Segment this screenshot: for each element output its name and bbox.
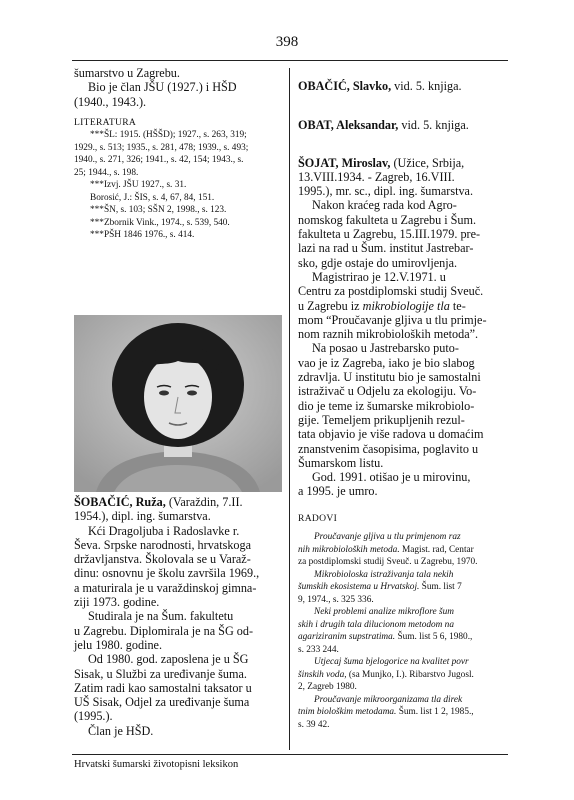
publication-title: skih i drugih tala dilucionom metodom na (298, 619, 454, 630)
publication-detail: Šum. list 5 6, 1980., (395, 632, 473, 643)
entry-name: ŠOBAČIĆ, Ruža, (74, 495, 166, 509)
publication-detail: za postdiplomski studij Sveuč. u Zagrebu, 1970. (298, 557, 478, 568)
sobacic-entry (74, 495, 282, 738)
publication-line (298, 681, 508, 694)
text-line: 1995.), mr. sc., dipl. ing. šumarstva. (298, 184, 474, 199)
text-line: u Zagrebu iz (298, 298, 360, 313)
bottom-rule (72, 754, 508, 755)
text-line: (1995.). (74, 709, 113, 724)
text-line: Bio je član JŠU (1927.) i HŠD (88, 80, 237, 95)
literatura-heading: LITERATURA (74, 116, 137, 128)
text-line: (Varaždin, 7.II. (168, 495, 243, 509)
publication-detail: s. 39 42. (298, 719, 330, 730)
text-line: dinu: osnovnu je školu završila 1969., (74, 566, 260, 581)
text-line: a 1995. je umro. (298, 484, 378, 499)
publication-title: Proučavanje gljiva u tlu primjenom raz (314, 532, 461, 543)
text-line: u Zagrebu. Diplomirala je na ŠG od- (74, 623, 254, 638)
text-line: ziji 1973. godine. (74, 595, 160, 610)
text-line: Sisak, u Službi za uređivanje šuma. (74, 666, 247, 681)
publication-title: Neki problemi analize mikroflore šum (314, 607, 454, 618)
publication-line (298, 606, 508, 619)
entry-name: ŠOJAT, Miroslav, (298, 155, 391, 170)
obacic-entry (298, 79, 508, 93)
publication-detail: 2, Zagreb 1980. (298, 682, 357, 693)
text-line: gije. Temeljem prikupljenih rezul- (298, 412, 465, 427)
text-line: zdravlja. U institutu bio je samostalni (298, 370, 481, 385)
text-line: fakulteta u Zagrebu, 15.III.1979. pre- (298, 227, 481, 242)
text-line: a maturirala je u varaždinskoj gimna- (74, 580, 257, 595)
text-line: Na posao u Jastrebarsko puto- (312, 341, 459, 356)
publication-line (298, 644, 508, 657)
reference-line: Borosić, J.: ŠIS, s. 4, 67, 84, 151. (90, 192, 215, 203)
publication-line (298, 569, 508, 582)
radovi-list (298, 531, 508, 731)
publication-line (298, 694, 508, 707)
publication-line (298, 656, 508, 669)
text-line: Zatim radi kao samostalni taksator u (74, 680, 252, 695)
publication-title: agariziranim supstratima. (298, 632, 396, 643)
text-line: Kći Dragoljuba i Radoslavke r. (88, 523, 240, 538)
left-top-entry (74, 66, 282, 242)
text-line: vid. 5. knjiga. (398, 118, 469, 133)
text-line: Centru za postdiplomski studij Sveuč. (298, 284, 484, 299)
text-line: God. 1991. otišao je u mirovinu, (312, 470, 471, 485)
radovi-heading: RADOVI (298, 512, 338, 524)
reference-line: ***ŠL: 1915. (HŠŠD); 1927., s. 263, 319; (90, 130, 247, 141)
publication-line (298, 556, 508, 569)
publication-line (298, 706, 508, 719)
text-line: 13.VIII.1934. - Zagreb, 16.VIII. (298, 169, 455, 184)
publication-detail: Šum. list 1 2, 1985., (396, 707, 474, 718)
publication-line (298, 581, 508, 594)
publication-detail: 9, 1974., s. 325 336. (298, 594, 374, 605)
reference-line: ***PŠH 1846 1976., s. 414. (90, 230, 195, 241)
text-line: nom raznih mikrobioloških metoda”. (298, 327, 479, 342)
footer-title: Hrvatski šumarski životopisni leksikon (74, 759, 239, 770)
text-line: Nakon kraćeg rada kod Agro- (312, 198, 457, 213)
publication-line (298, 631, 508, 644)
top-rule (72, 60, 508, 61)
reference-line: 25; 1944., s. 198. (74, 167, 139, 178)
publication-line (298, 669, 508, 682)
text-line: sko, gdje ostaje do umirovljenja. (298, 255, 458, 270)
publication-title: šumskih ekosistema u Hrvatskoj. (298, 582, 420, 593)
text-line: državljanstva. Školovala se u Varaž- (74, 552, 251, 567)
text-line: 1954.), dipl. ing. šumarstva. (74, 509, 211, 524)
reference-line: 1940., s. 271, 326; 1941., s. 42, 154; 1943., s. (74, 155, 244, 166)
portrait-photo (74, 315, 282, 492)
publication-title: Proučavanje mikroorganizama tla direk (314, 694, 463, 705)
text-line: znanstvenim časopisima, poglavito u (298, 441, 479, 456)
text-line: (1940., 1943.). (74, 94, 147, 109)
text-line: (Užice, Srbija, (390, 155, 465, 170)
text-line: Magistrirao je 12.V.1971. u (312, 269, 446, 284)
text-line: vao je iz Zagreba, iako je bio slabog (298, 355, 475, 370)
text-line: dio je teme iz šumarske mikrobiolo- (298, 398, 475, 413)
text-line: Od 1980. god. zaposlena je u ŠG (88, 652, 249, 667)
obat-entry (298, 118, 508, 132)
publication-detail: (sa Munjko, I.). Ribarstvo Jugosl. (346, 669, 474, 680)
publication-detail: Magist. rad, Centar (399, 544, 474, 555)
entry-name: OBAT, Aleksandar, (298, 118, 399, 133)
text-line: istraživač u Odjelu za ekologiju. Vo- (298, 384, 477, 399)
publication-title: šinskih voda, (298, 669, 347, 680)
text-line: Ševa. Srpske narodnosti, hrvatskoga (74, 537, 252, 552)
text-line: mom “Proučavanje gljiva u tlu primjе- (298, 312, 487, 327)
publication-detail: Šum. list 7 (419, 582, 462, 593)
reference-line: 1929., s. 513; 1935., s. 281, 478; 1939., s. 493; (74, 142, 249, 153)
italic-term: mikrobiologije tla (362, 298, 450, 313)
text-line: vid. 5. knjiga. (391, 79, 462, 93)
publication-title: tnim biološkim metodama. (298, 707, 397, 718)
reference-line: ***Zbornik Vink., 1974., s. 539, 540. (90, 217, 230, 228)
text-line: lazi na rad u Šum. institut Jastrebar- (298, 241, 474, 256)
reference-line: ***ŠN, s. 103; SŠN 2, 1998., s. 123. (90, 205, 227, 216)
text-line: šumarstvo u Zagrebu. (74, 66, 180, 80)
publication-title: Mikrobioloska istraživanja tala nekih (314, 569, 454, 580)
page-number: 398 (275, 34, 299, 50)
publication-line (298, 619, 508, 632)
text-line: Studirala je na Šum. fakultetu (88, 609, 234, 624)
publication-title: Utjecaj šuma bjelogorice na kvalitet povr (314, 657, 469, 668)
text-line: jelu 1980. godine. (74, 637, 163, 652)
text-line: nomskog fakulteta u Zagrebu i Šum. (298, 212, 477, 227)
publication-line (298, 594, 508, 607)
text-line: Šumarskom listu. (298, 455, 384, 470)
publication-detail: s. 233 244. (298, 644, 339, 655)
publication-line (298, 544, 508, 557)
text-line: Član je HŠD. (88, 723, 154, 738)
publication-title: nih mikrobioloških metoda. (298, 544, 400, 555)
right-column (298, 79, 508, 731)
text-line: UŠ Sisak, Odjel za uređivanje šuma (74, 695, 250, 710)
publication-line (298, 531, 508, 544)
reference-line: ***Izvj. JŠU 1927., s. 31. (90, 180, 187, 191)
entry-name: OBAČIĆ, Slavko, (298, 79, 392, 93)
column-rule (289, 68, 290, 750)
text-line: tata objavio je više radova u domaćim (298, 427, 484, 442)
text-line: te- (449, 298, 466, 313)
publication-line (298, 719, 508, 732)
